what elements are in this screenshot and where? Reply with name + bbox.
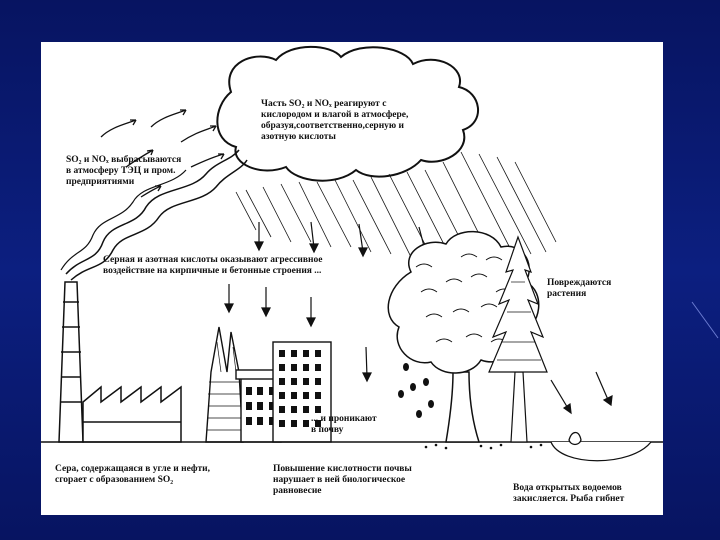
- water-text: Вода открытых водоемов закисляется. Рыба гибнет: [513, 483, 625, 504]
- decorative-diagonal-line: [690, 300, 720, 340]
- acid-rain-diagram: [41, 42, 663, 515]
- soil-acidity-text: Повышение кислотности почвы нарушает в ней биологическое равновесие: [273, 464, 412, 496]
- factory-chimney: [59, 282, 83, 442]
- soil-particles: [425, 444, 543, 450]
- acids-text: Серная и азотная кислоты оказывают агрессивное воздействие на кирпичные и бетонные строения ...: [103, 255, 323, 276]
- emission-text: SO₂ и NOₓ выбрасываются в атмосферу ТЭЦ и пром. предприятиями: [66, 155, 182, 187]
- cloud-text: Часть SO₂ и NOₓ реагируют с кислородом и влагой в атмосфере, образуя,соответственно,серную и азотную кислоты: [261, 99, 409, 142]
- plants-text: Повреждаются растения: [547, 278, 612, 299]
- soil-penetrate-text: ... и проникают в почву: [311, 414, 377, 435]
- pond-with-fish: [551, 433, 651, 461]
- factory-building: [83, 387, 181, 442]
- sulfur-text: Сера, содержащаяся в угле и нефти, сгорает с образованием SO₂: [55, 464, 211, 485]
- gothic-church: [206, 327, 243, 442]
